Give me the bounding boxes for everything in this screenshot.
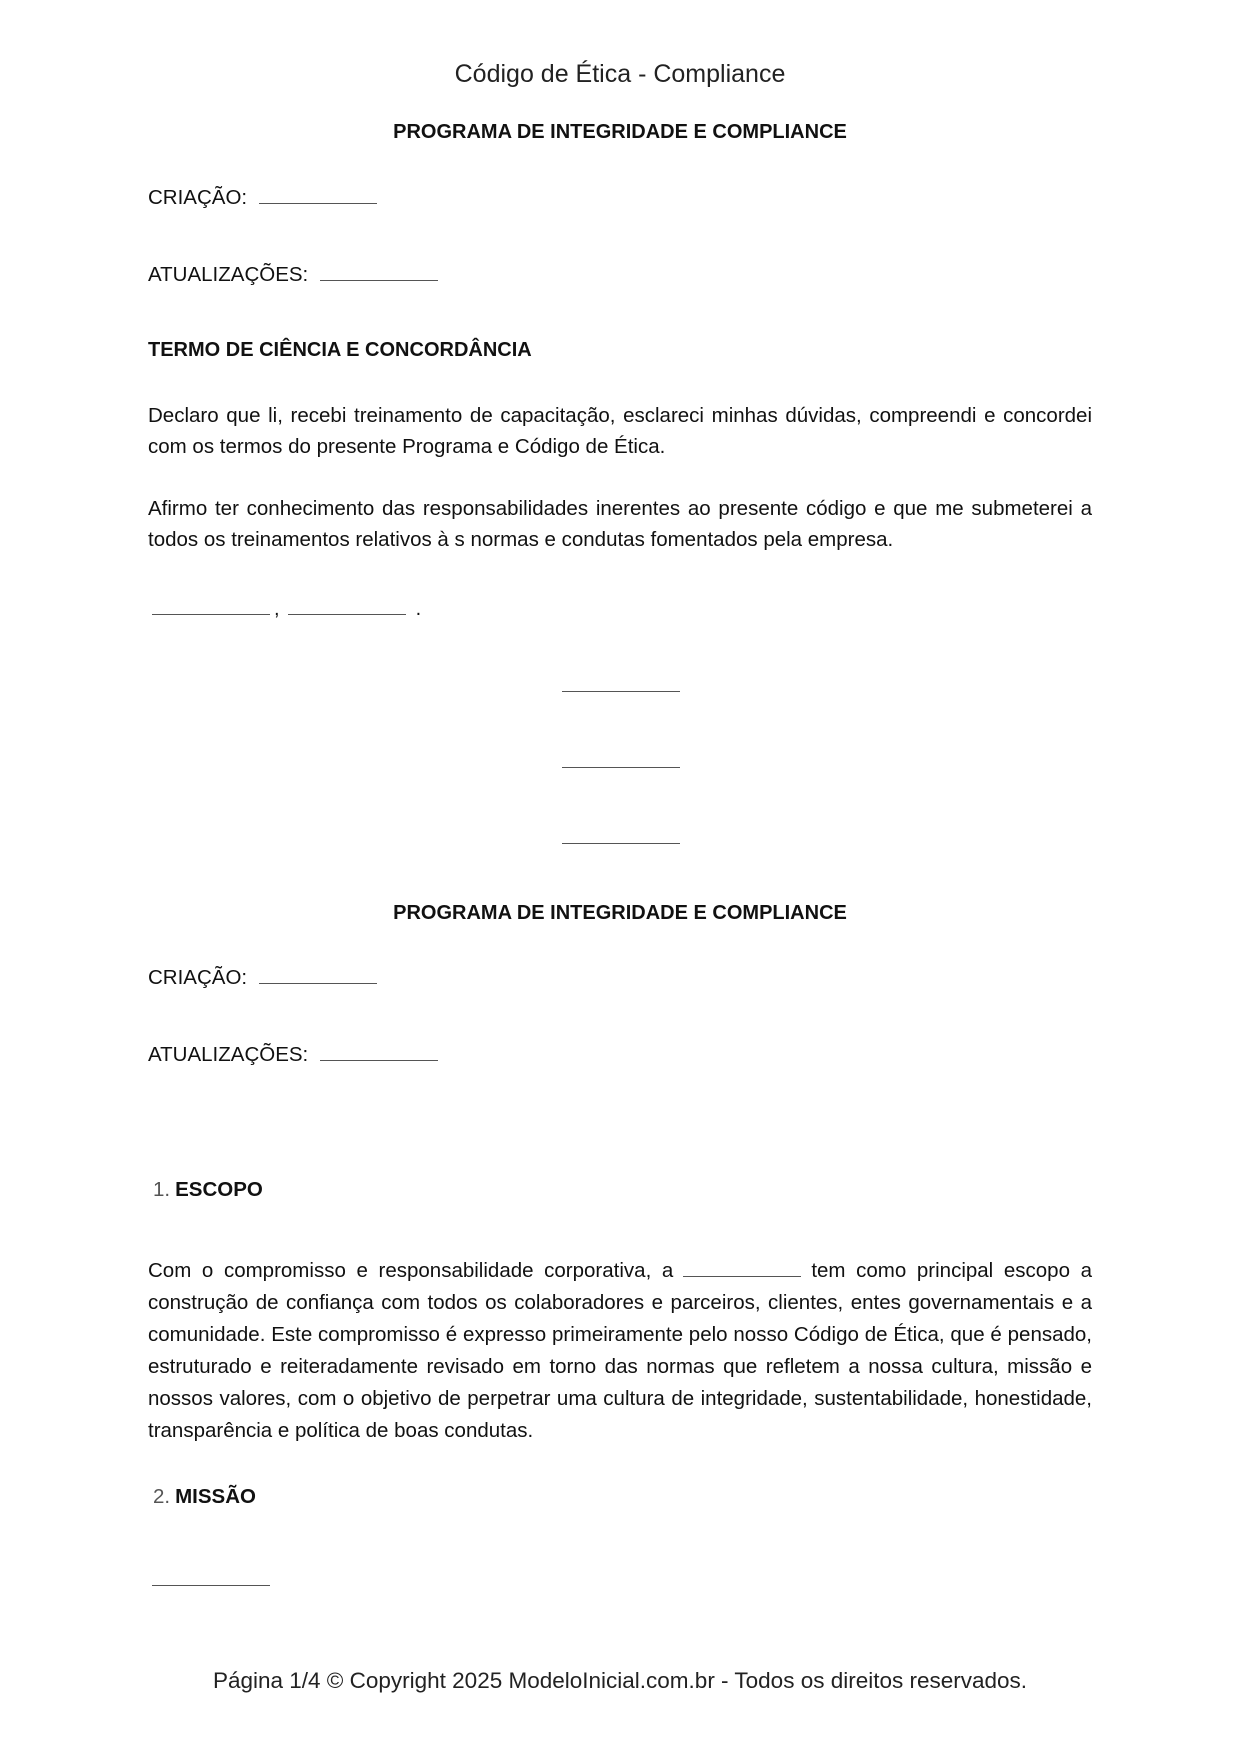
signature-line-2[interactable] <box>562 767 680 768</box>
scope-paragraph <box>148 1255 1092 1447</box>
updates-field <box>148 263 438 287</box>
program-heading-2: PROGRAMA DE INTEGRIDADE E COMPLIANCE <box>393 902 847 924</box>
company-name-blank[interactable] <box>683 1275 801 1277</box>
date-separator: , <box>274 598 280 620</box>
program-heading: PROGRAMA DE INTEGRIDADE E COMPLIANCE <box>393 121 847 143</box>
list-item-mission-heading <box>153 1485 256 1509</box>
term-paragraph-2: Afirmo ter conhecimento das responsabilidades inerentes ao presente código e que me submeterei a todos os treinamentos relativos à s normas e condutas fomentados pela empresa. <box>148 497 1092 551</box>
creation-blank[interactable] <box>259 202 377 204</box>
place-date-line <box>152 598 421 621</box>
list-title: MISSÃO <box>175 1485 256 1508</box>
signature-line-3[interactable] <box>562 843 680 844</box>
date-end: . <box>415 598 422 620</box>
updates-label-2: ATUALIZAÇÕES: <box>148 1043 309 1066</box>
creation-label-2: CRIAÇÃO: <box>148 966 248 989</box>
term-heading: TERMO DE CIÊNCIA E CONCORDÂNCIA <box>148 339 532 361</box>
mission-blank[interactable] <box>152 1585 270 1586</box>
updates-label: ATUALIZAÇÕES: <box>148 263 309 286</box>
document-title: Código de Ética - Compliance <box>454 60 786 88</box>
term-paragraph-1: Declaro que li, recebi treinamento de capacitação, esclareci minhas dúvidas, compreendi e concordei com os termos do presente Programa e Código de Ética. <box>148 404 1092 458</box>
list-number: 2. <box>153 1485 171 1508</box>
list-number: 1. <box>153 1178 171 1201</box>
scope-text-before: Com o compromisso e responsabilidade corporativa, a <box>148 1259 674 1282</box>
updates-field-2 <box>148 1043 438 1067</box>
creation-field-2 <box>148 966 377 990</box>
place-blank[interactable] <box>152 613 270 615</box>
date-blank[interactable] <box>288 613 406 615</box>
signature-line-1[interactable] <box>562 691 680 692</box>
updates-blank-2[interactable] <box>320 1059 438 1061</box>
list-item-scope-heading <box>153 1178 263 1202</box>
updates-blank[interactable] <box>320 279 438 281</box>
scope-text-after: tem como principal escopo a construção de confiança com todos os colaboradores e parceiros, clientes, entes governamentais e a comunidade. Este compromisso é expresso primeiramente pelo nosso Código de Ética, que é pensado, estruturado e reiteradamente revisado em torno das normas que refletem a nossa cultura, missão e nossos valores, com o objetivo de perpetrar uma cultura de integridade, sustentabilidade, honestidade, transparência e política de boas condutas. <box>148 1259 1093 1442</box>
creation-label: CRIAÇÃO: <box>148 186 248 209</box>
page-footer: Página 1/4 © Copyright 2025 ModeloInicial.com.br - Todos os direitos reservados. <box>212 1668 1028 1693</box>
creation-field <box>148 186 377 210</box>
list-title: ESCOPO <box>175 1178 263 1201</box>
creation-blank-2[interactable] <box>259 982 377 984</box>
